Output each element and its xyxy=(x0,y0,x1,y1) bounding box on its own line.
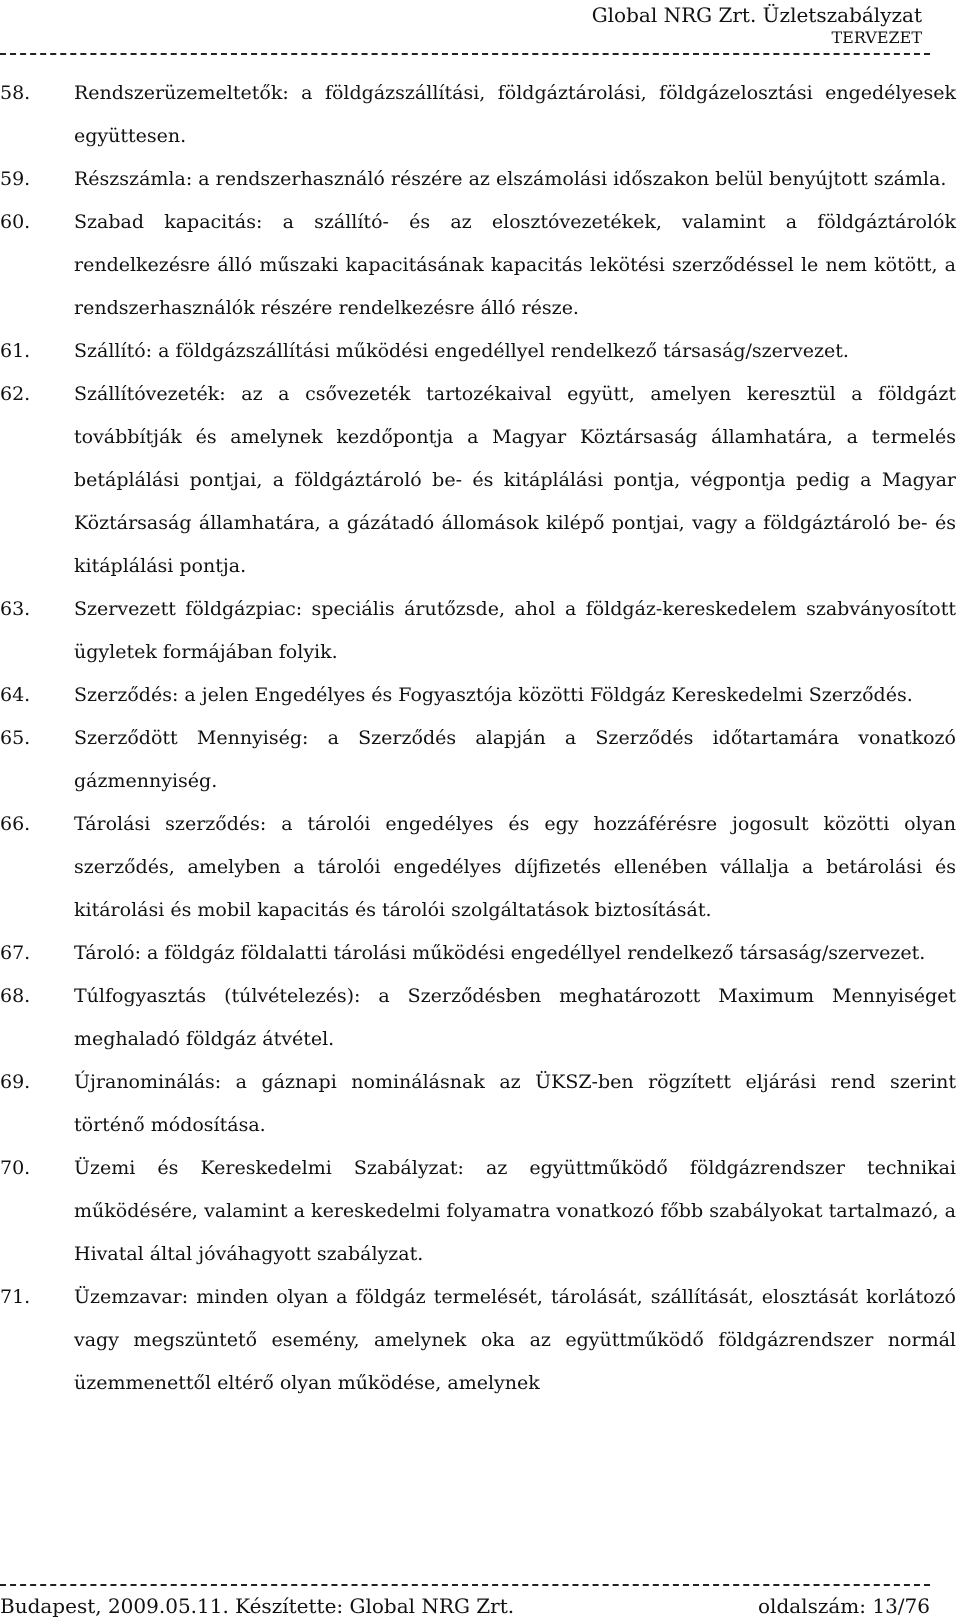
page-number: oldalszám: 13/76 xyxy=(758,1594,930,1618)
draft-label: TERVEZET xyxy=(831,28,922,47)
definition-item-65 xyxy=(0,717,956,803)
definition-item-67 xyxy=(0,932,956,975)
item-number: 68. xyxy=(0,985,31,1007)
definition-item-68 xyxy=(0,975,956,1061)
item-text: Szerződés: a jelen Engedélyes és Fogyasztója közötti Földgáz Kereskedelmi Szerződés. xyxy=(74,684,913,706)
definition-item-69 xyxy=(0,1061,956,1147)
definition-item-62 xyxy=(0,373,956,588)
item-number: 71. xyxy=(0,1286,31,1308)
item-text: Szabad kapacitás: a szállító- és az elosztóvezetékek, valamint a földgáztárolók rendelkezésre álló műszaki kapacitásának kapacitás lekötési szerződéssel le nem kötött, a rendszerhasználók részére rendelkezésre álló része. xyxy=(74,211,956,319)
footer-location-date: Budapest, 2009.05.11. Készítette: Global NRG Zrt. xyxy=(0,1594,515,1618)
item-number: 62. xyxy=(0,383,31,405)
item-text: Részszámla: a rendszerhasználó részére az elszámolási időszakon belül benyújtott számla. xyxy=(74,168,947,190)
item-number: 61. xyxy=(0,340,31,362)
definition-item-58 xyxy=(0,72,956,158)
footer-divider xyxy=(0,1584,930,1586)
item-text: Tárolási szerződés: a tárolói engedélyes és egy hozzáférésre jogosult közötti olyan szerződés, amelyben a tárolói engedélyes díjfizetés ellenében vállalja a betárolási és kitárolási és mobil kapacitás és tárolói szolgáltatások biztosítását. xyxy=(74,813,956,921)
definition-item-59 xyxy=(0,158,956,201)
item-number: 60. xyxy=(0,211,31,233)
item-number: 64. xyxy=(0,684,31,706)
header-divider xyxy=(0,53,930,55)
item-text: Szállító: a földgázszállítási működési engedéllyel rendelkező társaság/szervezet. xyxy=(74,340,849,362)
item-number: 63. xyxy=(0,598,31,620)
definition-item-64 xyxy=(0,674,956,717)
document-title: Global NRG Zrt. Üzletszabályzat xyxy=(591,3,922,27)
item-text: Üzemi és Kereskedelmi Szabályzat: az együttműködő földgázrendszer technikai működésére, valamint a kereskedelmi folyamatra vonatkozó főbb szabályokat tartalmazó, a Hivatal által jóváhagyott szabályzat. xyxy=(74,1157,956,1265)
definition-item-61 xyxy=(0,330,956,373)
item-text: Szerződött Mennyiség: a Szerződés alapján a Szerződés időtartamára vonatkozó gázmennyiség. xyxy=(74,727,956,792)
definition-item-66 xyxy=(0,803,956,932)
item-number: 59. xyxy=(0,168,31,190)
item-number: 67. xyxy=(0,942,31,964)
item-text: Szervezett földgázpiac: speciális árutőzsde, ahol a földgáz-kereskedelem szabványosított ügyletek formájában folyik. xyxy=(74,598,956,663)
definition-item-70 xyxy=(0,1147,956,1276)
item-text: Tároló: a földgáz földalatti tárolási működési engedéllyel rendelkező társaság/szervezet. xyxy=(74,942,926,964)
item-text: Üzemzavar: minden olyan a földgáz termelését, tárolását, szállítását, elosztását korlátozó vagy megszüntető esemény, amelynek oka az együttműködő földgázrendszer normál üzemmenettől eltérő olyan működése, amelynek xyxy=(74,1286,956,1394)
item-number: 70. xyxy=(0,1157,31,1179)
item-text: Túlfogyasztás (túlvételezés): a Szerződésben meghatározott Maximum Mennyiséget meghaladó földgáz átvétel. xyxy=(74,985,956,1050)
definitions-list xyxy=(0,72,956,1405)
item-number: 69. xyxy=(0,1071,31,1093)
definition-item-71 xyxy=(0,1276,956,1405)
definition-item-63 xyxy=(0,588,956,674)
item-number: 65. xyxy=(0,727,31,749)
item-text: Szállítóvezeték: az a csővezeték tartozékaival együtt, amelyen keresztül a földgázt továbbítják és amelynek kezdőpontja a Magyar Köztársaság államhatára, a termelés betáplálási pontjai, a földgáztároló be- és kitáplálási pontja, végpontja pedig a Magyar Köztársaság államhatára, a gázátadó állomások kilépő pontjai, vagy a földgáztároló be- és kitáplálási pontja. xyxy=(74,383,956,577)
definition-item-60 xyxy=(0,201,956,330)
item-text: Újranominálás: a gáznapi nominálásnak az ÜKSZ-ben rögzített eljárási rend szerint történő módosítása. xyxy=(74,1071,956,1136)
page-header xyxy=(592,2,922,48)
item-number: 66. xyxy=(0,813,31,835)
item-number: 58. xyxy=(0,82,31,104)
item-text: Rendszerüzemeltetők: a földgázszállítási, földgáztárolási, földgázelosztási engedélyesek együttesen. xyxy=(74,82,956,147)
